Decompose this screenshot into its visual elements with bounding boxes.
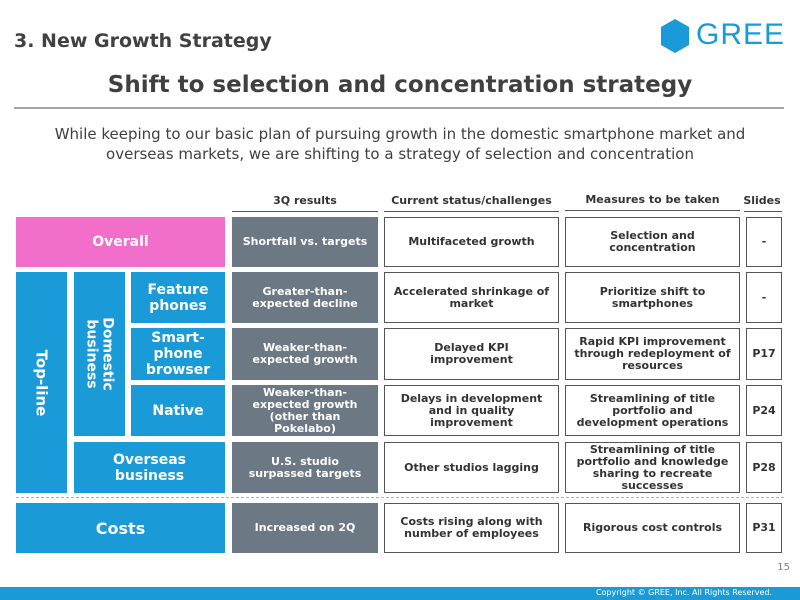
feature-phones-label: Feature phones: [131, 272, 225, 323]
col-header-line: [565, 210, 740, 211]
smartphone-browser-label: Smart-phone browser: [131, 328, 225, 380]
result-cell: Shortfall vs. targets: [232, 217, 378, 267]
slide-cell: -: [746, 272, 782, 323]
status-cell: Multifaceted growth: [384, 217, 559, 267]
hexagon-logo-icon: [660, 19, 690, 53]
measure-cell: Prioritize shift to smartphones: [565, 272, 740, 323]
section-title: 3. New Growth Strategy: [14, 30, 272, 52]
status-cell: Other studios lagging: [384, 442, 559, 493]
top-line-text: Top-line: [32, 349, 51, 416]
col-header-line: [744, 211, 782, 212]
slide-cell: -: [746, 217, 782, 267]
overseas-business-label: Overseas business: [74, 442, 225, 493]
slide-cell: P24: [746, 385, 782, 436]
row-separator: [16, 497, 784, 498]
footer-bar: [0, 587, 800, 600]
measure-cell: Streamlining of title portfolio and development operations: [565, 385, 740, 436]
logo-text: GREE: [696, 18, 786, 51]
overall-label: Overall: [16, 217, 225, 267]
slide-cell: P28: [746, 442, 782, 493]
measure-cell: Streamlining of title portfolio and knowledge sharing to recreate successes: [565, 442, 740, 493]
page-number: 15: [777, 562, 790, 573]
native-label: Native: [131, 385, 225, 436]
costs-label: Costs: [16, 503, 225, 553]
status-cell: Delays in development and in quality improvement: [384, 385, 559, 436]
status-cell: Accelerated shrinkage of market: [384, 272, 559, 323]
top-line-label: [16, 272, 67, 493]
result-cell: Increased on 2Q: [232, 503, 378, 553]
status-cell: Delayed KPI improvement: [384, 328, 559, 380]
result-cell: Weaker-than-expected growth (other than Pokelabo): [232, 385, 378, 436]
col-header-status: Current status/challenges: [391, 194, 552, 207]
measure-cell: Rapid KPI improvement through redeployment of resources: [565, 328, 740, 380]
result-cell: Weaker-than-expected growth: [232, 328, 378, 380]
measure-cell: Rigorous cost controls: [565, 503, 740, 553]
title-divider: [14, 107, 784, 109]
slide-title: Shift to selection and concentration strategy: [107, 72, 693, 98]
domestic-business-label: [74, 272, 125, 436]
col-header-line: [384, 211, 559, 212]
subtitle: While keeping to our basic plan of pursuing growth in the domestic smartphone market and overseas markets, we are shifting to a strategy of selection and concentration: [54, 125, 746, 163]
copyright-text: Copyright © GREE, Inc. All Rights Reserved.: [595, 588, 772, 597]
result-cell: Greater-than-expected decline: [232, 272, 378, 323]
domestic-business-text: Domestic business: [83, 317, 116, 391]
col-header-slides: Slides: [743, 194, 781, 207]
col-header-measures: Measures to be taken: [585, 193, 720, 206]
col-header-line: [232, 211, 378, 212]
result-cell: U.S. studio surpassed targets: [232, 442, 378, 493]
slide-cell: P17: [746, 328, 782, 380]
status-cell: Costs rising along with number of employees: [384, 503, 559, 553]
gree-logo: [660, 18, 786, 54]
col-header-results: 3Q results: [273, 194, 337, 207]
slide-cell: P31: [746, 503, 782, 553]
measure-cell: Selection and concentration: [565, 217, 740, 267]
